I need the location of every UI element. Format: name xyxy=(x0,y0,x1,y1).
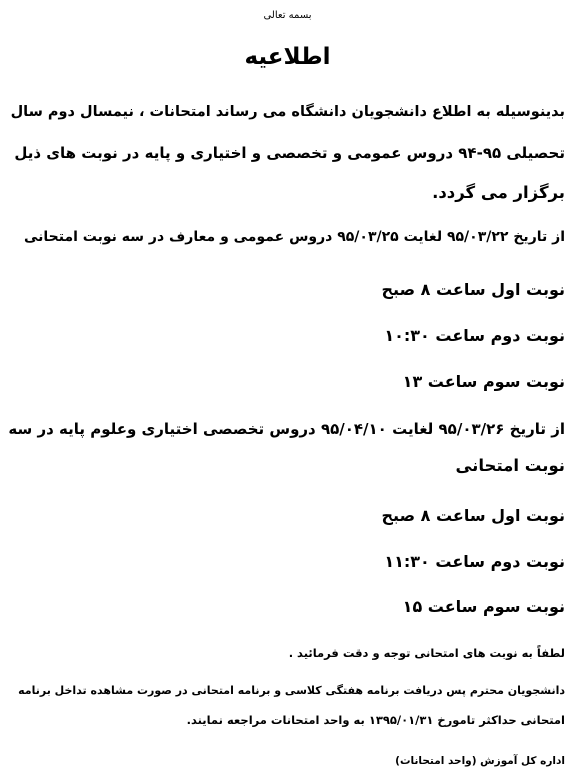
section1-slot-3: نوبت سوم ساعت ۱۳ xyxy=(402,372,565,391)
intro-line-2: تحصیلی ۹۵-۹۴ دروس عمومی و تخصصی و اختیاری و پایه در نوبت های ذیل xyxy=(14,144,565,162)
section2-dates: از تاریخ ۹۵/۰۳/۲۶ لغایت ۹۵/۰۴/۱۰ دروس تخصصی اختیاری وعلوم پایه در سه xyxy=(8,420,565,438)
section2-dates-cont: نوبت امتحانی xyxy=(455,456,565,475)
section1-slot-1: نوبت اول ساعت ۸ صبح xyxy=(381,280,565,299)
section2-slot-1: نوبت اول ساعت ۸ صبح xyxy=(381,506,565,525)
footer-line-1: دانشجویان محترم پس دریافت برنامه هفتگی کلاسی و برنامه امتحانی در صورت مشاهده تداخل برنامه xyxy=(18,684,565,697)
attention-note: لطفاً به نوبت های امتحانی توجه و دقت فرمائید . xyxy=(288,646,565,660)
notice-title: اطلاعیه xyxy=(244,44,331,70)
section1-slot-2: نوبت دوم ساعت ۱۰:۳۰ xyxy=(384,326,565,345)
section2-slot-3: نوبت سوم ساعت ۱۵ xyxy=(402,597,565,616)
footer-line-2: امتحانی حداکثر تامورخ ۱۳۹۵/۰۱/۳۱ به واحد امتحانات مراجعه نمایند. xyxy=(186,713,565,727)
signature: اداره کل آموزش (واحد امتحانات) xyxy=(395,755,565,767)
section2-slot-2: نوبت دوم ساعت ۱۱:۳۰ xyxy=(384,552,565,571)
bismillah-heading: بسمه تعالی xyxy=(263,10,312,21)
intro-line-3: برگزار می گردد. xyxy=(432,183,565,202)
intro-line-1: بدینوسیله به اطلاع دانشجویان دانشگاه می رساند امتحانات ، نیمسال دوم سال xyxy=(10,104,565,120)
section1-dates: از تاریخ ۹۵/۰۳/۲۲ لغایت ۹۵/۰۳/۲۵ دروس عمومی و معارف در سه نوبت امتحانی xyxy=(23,229,565,245)
